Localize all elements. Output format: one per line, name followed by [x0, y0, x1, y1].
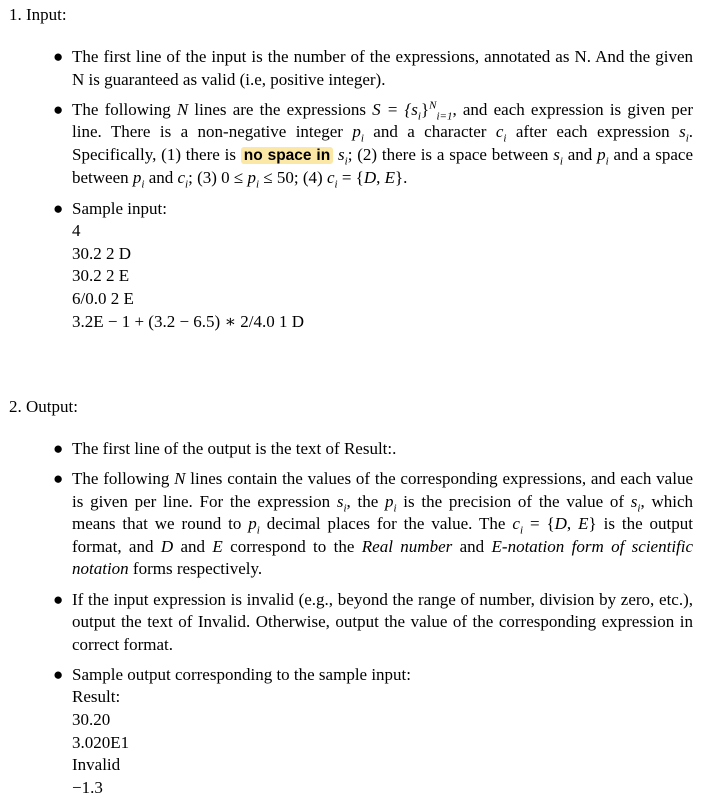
sample-output-line: Result: [72, 687, 121, 707]
invalid-description: If the input expression is invalid (e.g., beyond the range of number, division by zero, etc.), output the text of Invalid. Otherwise, output the value of the corresponding expression in correct format. [72, 589, 693, 654]
output-first-line-description: The first line of the output is the text of Result:. [72, 439, 397, 458]
bullet-icon: ● [53, 469, 64, 489]
section-heading-output: 2. Output: [9, 397, 78, 416]
sample-output-line: −1.3 [72, 777, 103, 797]
sample-input-label: Sample input: [72, 198, 167, 218]
bullet-icon: ● [53, 439, 64, 458]
sample-input-line: 3.2E − 1 + (3.2 − 6.5) ∗ 2/4.0 1 D [72, 311, 305, 331]
section-heading-input: 1. Input: [9, 5, 67, 24]
sample-output-label: Sample output corresponding to the sample input: [72, 664, 412, 684]
list-item [0, 664, 701, 800]
list-item [0, 468, 701, 581]
bullet-icon: ● [53, 664, 64, 684]
input-bullet-list [0, 46, 701, 341]
bullet-icon: ● [53, 589, 64, 609]
list-item [0, 589, 701, 657]
sample-input-line: 30.2 2 E [72, 266, 130, 286]
input-count-description: The first line of the input is the number of the expressions, annotated as N. And the given N is guaranteed as valid (i.e, positive integer). [72, 47, 693, 89]
sample-input-line: 6/0.0 2 E [72, 288, 134, 308]
sample-input-line: 4 [72, 221, 81, 241]
list-item [0, 198, 701, 334]
bullet-icon: ● [53, 198, 64, 218]
list-item [0, 99, 701, 190]
output-values-description: The following N lines contain the values of the corresponding expressions, and each value is given per line. For the expression $s_i$, the $p_i$ is the precision of the value of $s_i$, which means that we round to $p_i$ decimal places for the value. The $c_i = \{D$, E} is the output format, and D and E correspond to the Real number and E-notation form of scientific notation forms respectively. [72, 469, 694, 579]
list-item [0, 46, 701, 91]
highlight-no-space: no space in [241, 147, 333, 164]
bullet-icon: ● [53, 99, 64, 119]
bullet-icon: ● [53, 47, 64, 66]
expression-description: The following N lines are the expressions $S = \{s_i\}^N_{i=1}$, and each expression is given per line. There is a non-negative integer $p_i$ and a character $c_i$ after each expression $s_i$. Specifically, (1) there is no space in $s_i$; (2) there is a space between $s_i$ and $p_i$ and a space between $p_i$ and $c_i$; (3) $0 \le p_i \le 50$; (4) $c_i = \{D$, E}. [72, 99, 694, 191]
sample-input-line: 30.2 2 D [72, 243, 132, 263]
list-item [0, 438, 701, 461]
sample-output-line: Invalid [72, 755, 121, 775]
sample-output-line: 3.020E1 [72, 732, 130, 752]
output-bullet-list [0, 438, 701, 807]
sample-output-line: 30.20 [72, 710, 111, 730]
